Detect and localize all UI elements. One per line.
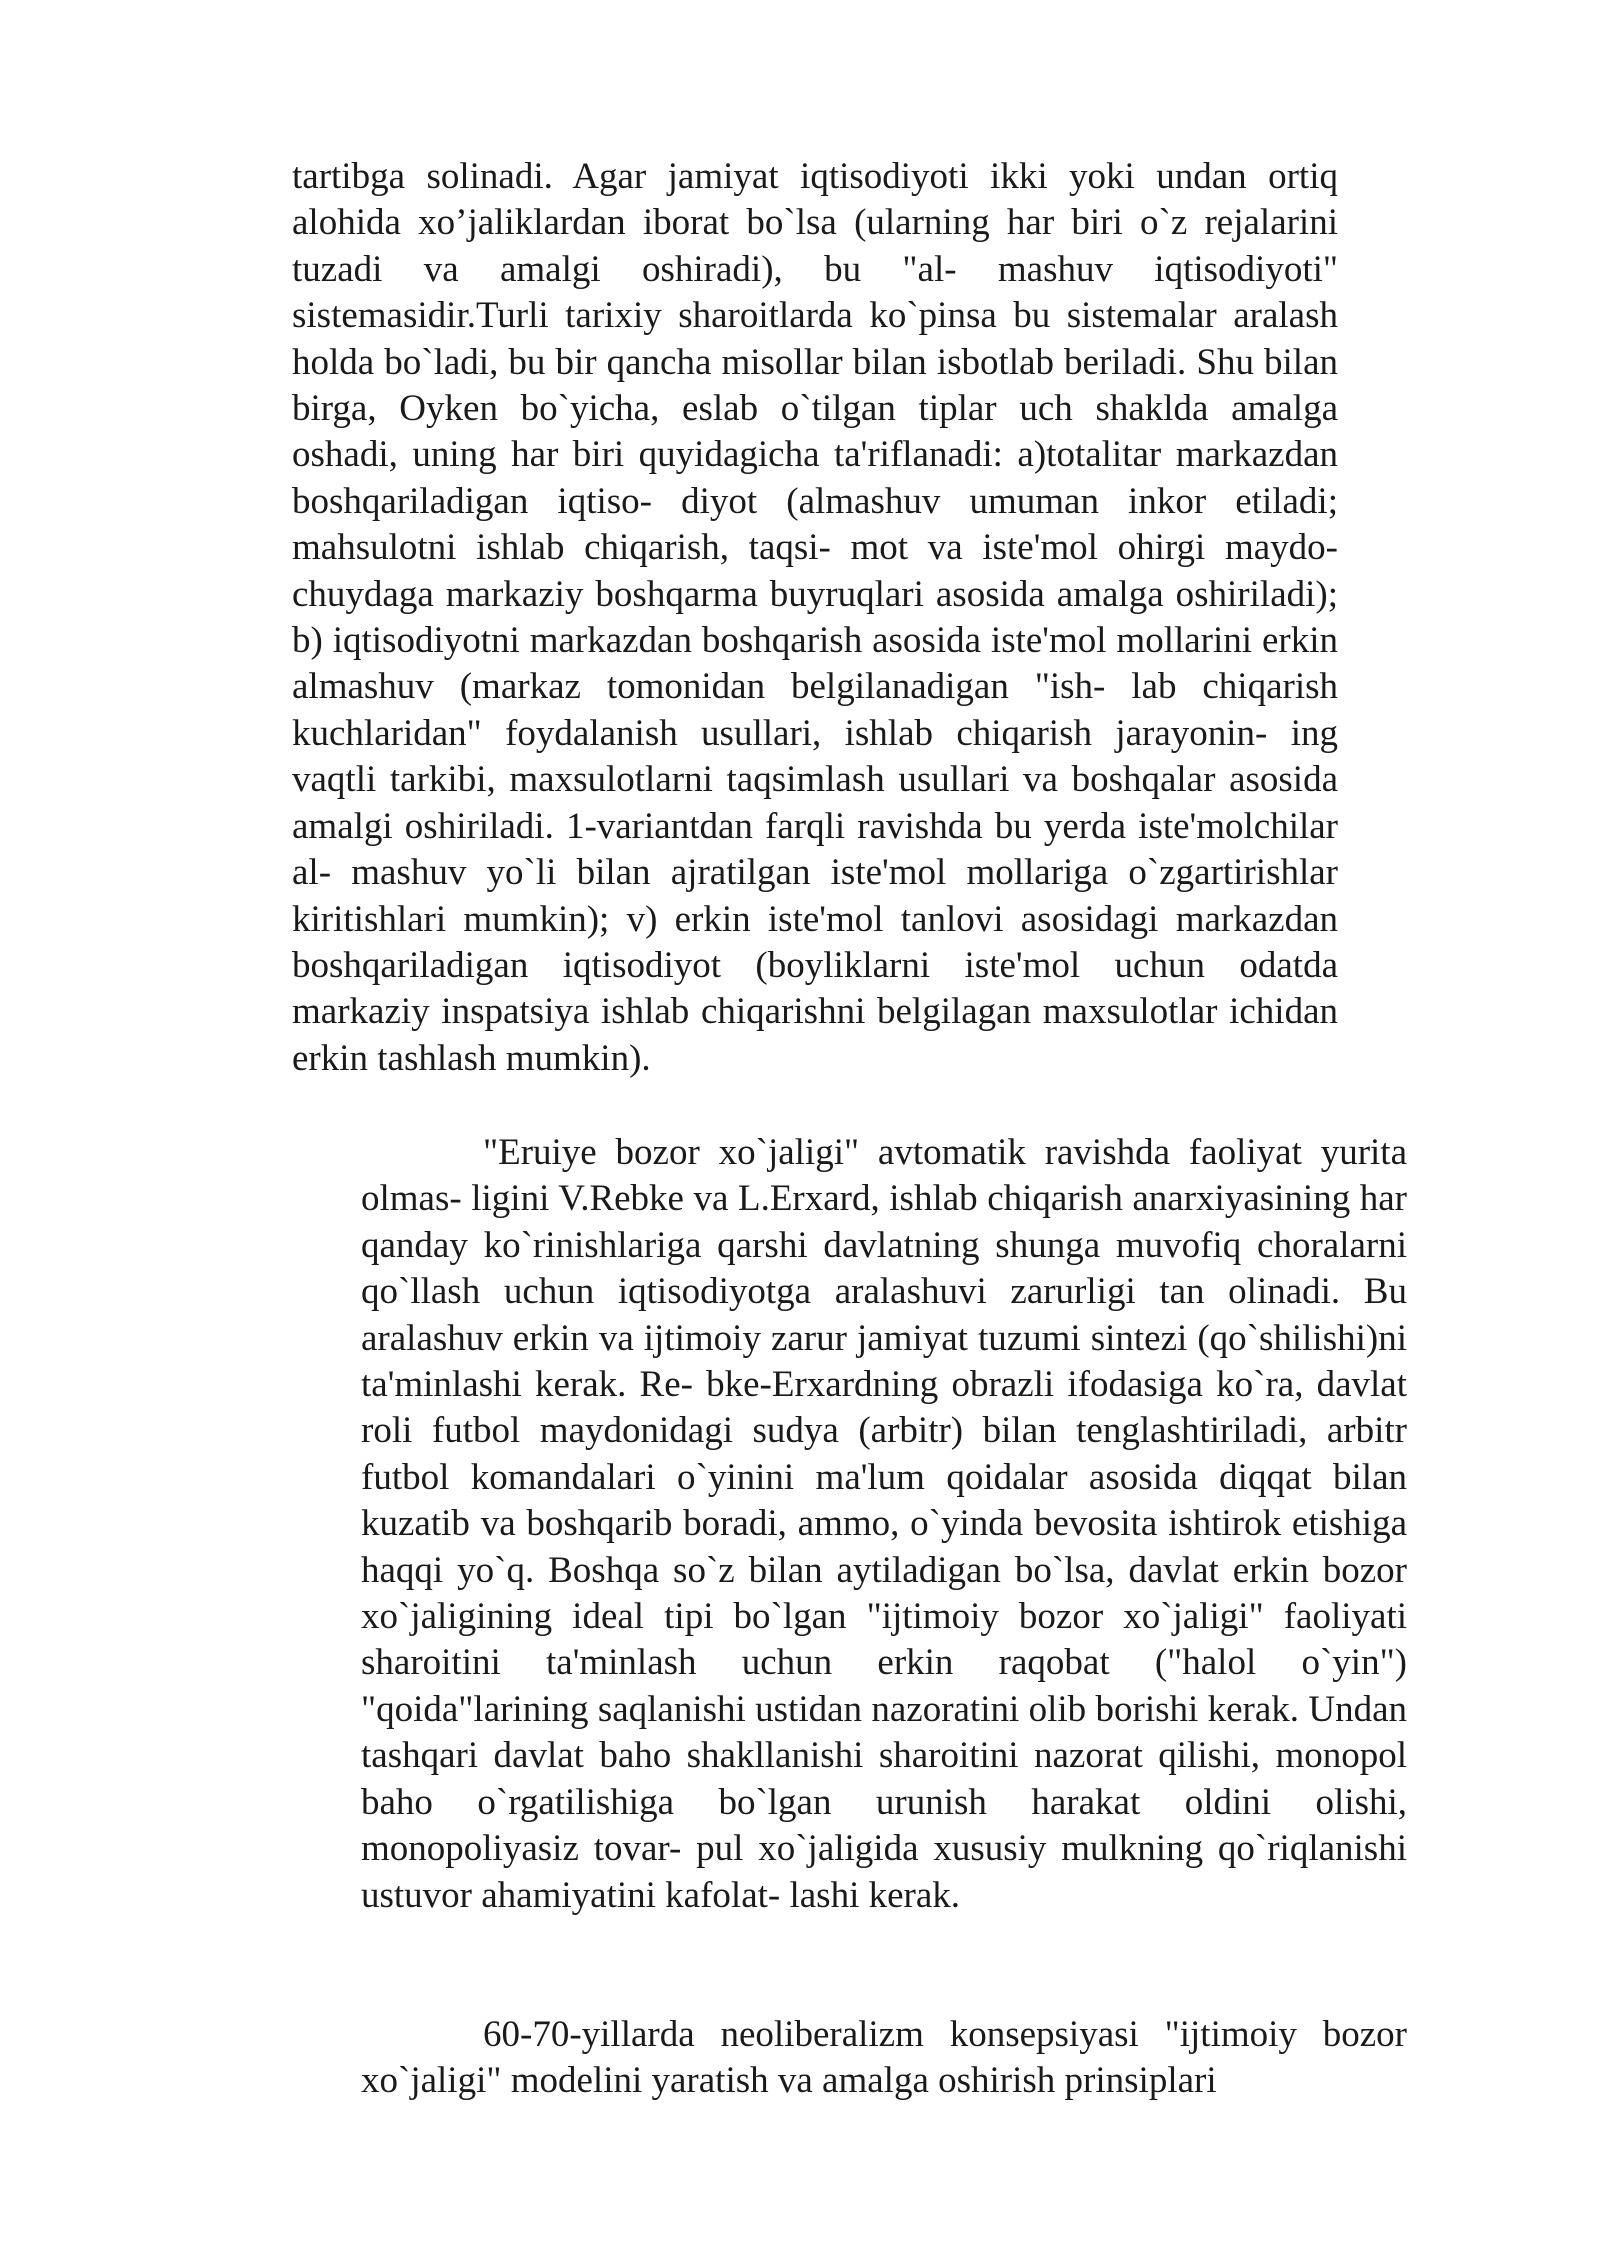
paragraph-economy-types: tartibga solinadi. Agar jamiyat iqtisodiyoti ikki yoki undan ortiq alohida xo’jaliklardan iborat bo`lsa (ularning har biri o`z rejalarini tuzadi va amalgi oshiradi), bu "al- mashuv iqtisodiyoti" sistemasidir.Turli tarixiy sharoitlarda ko`pinsa bu sistemalar aralash holda bo`ladi, bu bir qancha misollar bilan isbotlab beriladi. Shu bilan birga, Oyken bo`yicha, eslab o`tilgan tiplar uch shaklda amalga oshadi, uning har biri quyidagicha ta'riflanadi: a)totalitar markazdan boshqariladigan iqtiso- diyot (almashuv umuman inkor etiladi; mahsulotni ishlab chiqarish, taqsi- mot va iste'mol ohirgi maydo-chuydaga markaziy boshqarma buyruqlari asosida amalga oshiriladi); b) iqtisodiyotni markazdan boshqarish asosida iste'mol mollarini erkin almashuv (markaz tomonidan belgilanadigan "ish- lab chiqarish kuchlaridan" foydalanish usullari, ishlab chiqarish jarayonin- ing vaqtli tarkibi, maxsulotlarni taqsimlash usullari va boshqalar asosida amalgi oshiriladi. 1-variantdan farqli ravishda bu yerda iste'molchilar al- mashuv yo`li bilan ajratilgan iste'mol mollariga o`zgartirishlar kiritishlari mumkin); v) erkin iste'mol tanlovi asosidagi markazdan boshqariladigan iqtisodiyot (boyliklarni iste'mol uchun odatda markaziy inspatsiya ishlab chiqarishni belgilagan maxsulotlar ichidan erkin tashlash mumkin). [292,156,1338,1079]
paragraph-neoliberalism: 60-70-yillarda neoliberalizm konsepsiyasi "ijtimoiy bozor xo`jaligi" modelini yaratish va amalga oshirish prinsiplari [361,2014,1407,2102]
paragraph-social-market-economy: "Eruiye bozor xo`jaligi" avtomatik ravishda faoliyat yurita olmas- ligini V.Rebke va L.Erxard, ishlab chiqarish anarxiyasining har qanday ko`rinishlariga qarshi davlatning shunga muvofiq choralarni qo`llash uchun iqtisodiyotga aralashuvi zarurligi tan olinadi. Bu aralashuv erkin va ijtimoiy zarur jamiyat tuzumi sintezi (qo`shilishi)ni ta'minlashi kerak. Re- bke-Erxardning obrazli ifodasiga ko`ra, davlat roli futbol maydonidagi sudya (arbitr) bilan tenglashtiriladi, arbitr futbol komandalari o`yinini ma'lum qoidalar asosida diqqat bilan kuzatib va boshqarib boradi, ammo, o`yinda bevosita ishtirok etishiga haqqi yo`q. Boshqa so`z bilan aytiladigan bo`lsa, davlat erkin bozor xo`jaligining ideal tipi bo`lgan "ijtimoiy bozor xo`jaligi" faoliyati sharoitini ta'minlash uchun erkin raqobat ("halol o`yin") "qoida"larining saqlanishi ustidan nazoratini olib borishi kerak. Undan tashqari davlat baho shakllanishi sharoitini nazorat qilishi, monopol baho o`rgatilishiga bo`lgan urunish harakat oldini olishi, monopoliyasiz tovar- pul xo`jaligida xususiy mulkning qo`riqlanishi ustuvor ahamiyatini kafolat- lashi kerak. [361,1132,1407,1916]
